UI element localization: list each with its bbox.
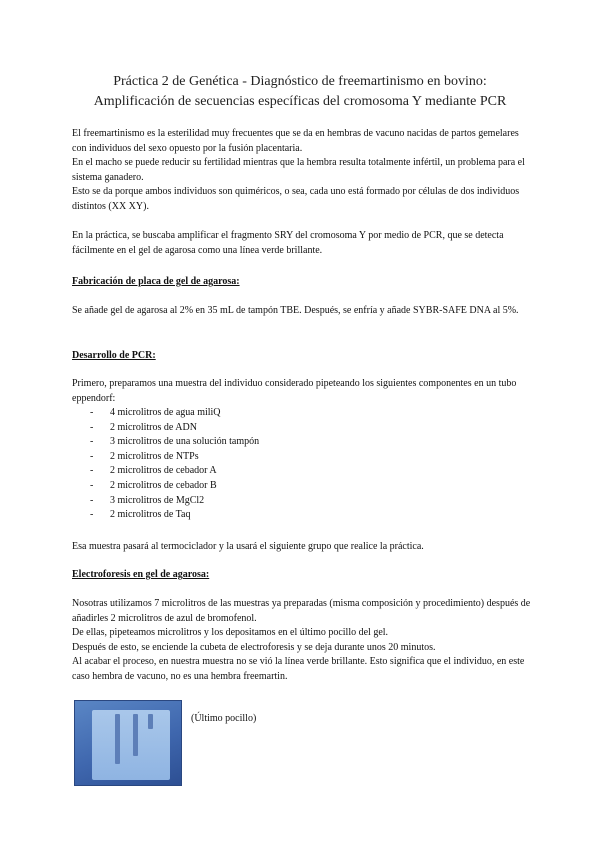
pcr-intro-text: Primero, preparamos una muestra del individuo considerado pipeteando los siguientes componentes en un tubo eppendorf: [72,378,517,404]
list-item: - 2 microlitros de ADN [90,421,532,436]
pcr-components-list [72,406,532,523]
section-electrophoresis-body [72,597,532,684]
section-pcr [72,349,532,364]
list-item: - 3 microlitros de MgCl2 [90,494,532,509]
intro-paragraph-4: En la práctica, se buscaba amplificar el fragmento SRY del cromosoma Y por medio de PCR, que se detecta fácilmente en el gel de agarosa como una línea verde brillante. [72,230,504,256]
section-gel-plate-body [72,304,532,319]
gel-lane [115,714,120,764]
document-title [40,72,560,112]
electrophoresis-paragraph-3: Después de esto, se enciende la cubeta de electroforesis y se deja durante unos 20 minutos. [72,641,436,653]
list-item: - 2 microlitros de cebador A [90,464,532,479]
section-heading-gel-plate: Fabricación de placa de gel de agarosa: [72,276,240,287]
section-gel-plate [72,275,532,290]
list-item: - 2 microlitros de cebador B [90,479,532,494]
section-heading-pcr: Desarrollo de PCR: [72,350,156,361]
section-electrophoresis [72,568,532,583]
gel-plate-text: Se añade gel de agarosa al 2% en 35 mL de tampón TBE. Después, se enfría y añade SYBR-SAFE DNA al 5%. [72,305,519,316]
list-item: - 2 microlitros de Taq [90,508,532,523]
gel-lane [148,714,153,729]
list-item: - 3 microlitros de una solución tampón [90,435,532,450]
electrophoresis-paragraph-1: Nosotras utilizamos 7 microlitros de las muestras ya preparadas (misma composición y procedimiento) después de añadirles 2 microlitros de azul de bromofenol. [72,598,531,624]
intro-block [72,127,532,214]
section-pcr-body [72,377,532,523]
title-line-2: Amplificación de secuencias específicas del cromosoma Y mediante PCR [93,94,507,109]
title-line-1: Práctica 2 de Genética - Diagnóstico de freemartinismo en bovino: [113,74,487,89]
agarose-gel [92,710,170,780]
list-item: - 2 microlitros de NTPs [90,450,532,465]
pcr-outro-text: Esa muestra pasará al termociclador y la usará el siguiente grupo que realice la práctica. [72,541,424,552]
intro-paragraph-1: El freemartinismo es la esterilidad muy frecuentes que se da en hembras de vacuno nacidas de partos gemelares con individuos del sexo opuesto por la fusión placentaria. [72,128,519,154]
electrophoresis-paragraph-2: De ellas, pipeteamos microlitros y los depositamos en el último pocillo del gel. [72,627,389,638]
section-heading-electrophoresis: Electroforesis en gel de agarosa: [72,569,210,580]
gel-lane [133,714,138,756]
intro-paragraph-2: En el macho se puede reducir su fertilidad mientras que la hembra resulta totalmente infértil, un problema para el sistema ganadero. [72,157,525,183]
section-pcr-outro [72,540,532,555]
photo-caption: (Último pocillo) [191,713,257,724]
gel-photo [74,700,182,786]
electrophoresis-paragraph-4: Al acabar el proceso, en nuestra muestra no se vió la línea verde brillante. Esto significa que el individuo, en este caso hembra de vacuno, no es una hembra freemartin. [72,656,525,682]
intro-practice-block [72,229,532,258]
list-item: - 4 microlitros de agua miliQ [90,406,532,421]
intro-paragraph-3: Esto se da porque ambos individuos son quiméricos, o sea, cada uno está formado por células de dos individuos distintos (XX XY). [72,186,520,212]
